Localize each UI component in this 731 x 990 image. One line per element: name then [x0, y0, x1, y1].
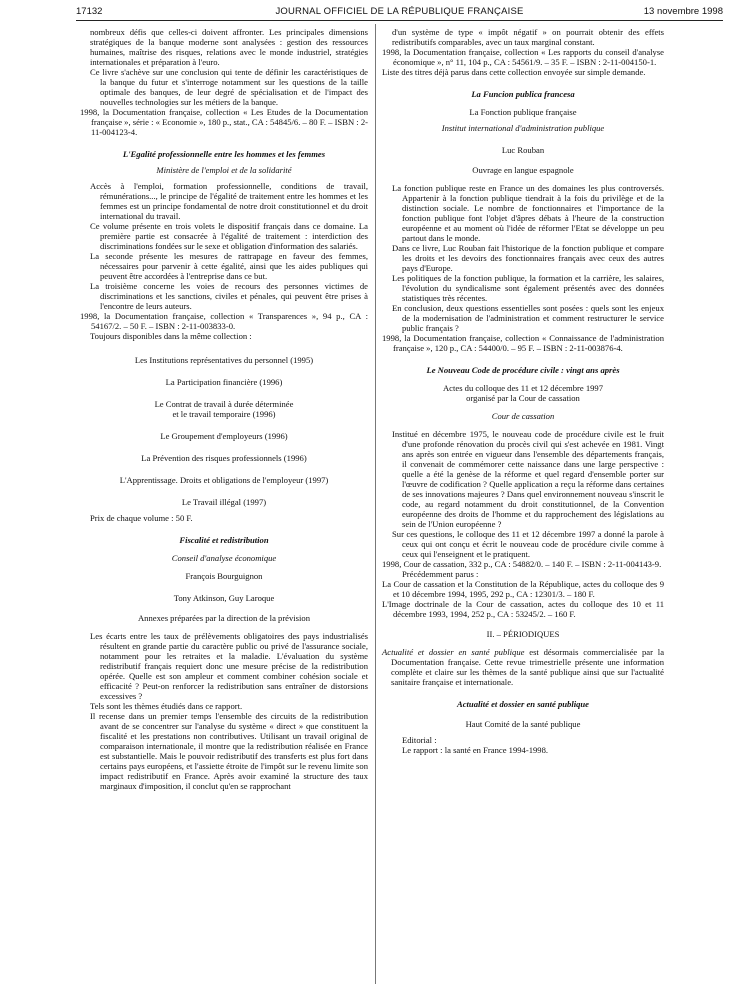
- paragraph: Sur ces questions, le colloque des 11 et 12 décembre 1997 a donné la parole à ceux qui ont conçu et écrit le nouveau code de procédure civile comme à ceux qui l'enseignent et le pratiquent.: [392, 529, 664, 559]
- paragraph: La fonction publique reste en France un des domaines les plus controversés. Appartenir à la fonction publique tiendrait à la fois du privilège et de la distinction sociale. Le nombre de fonctionnaires et l'importance de la fonction publique font l'objet d'âpres débats à l'heure de la construction européenne et au moment où l'idée de réformer l'Etat se développe un peu partout dans le monde.: [392, 183, 664, 243]
- column-divider: [375, 24, 376, 984]
- previous-item: La Cour de cassation et la Constitution de la République, actes du colloque des 9 et 10 décembre 1994, 1995, 292 p., CA : 12301/3. – 180 F.: [382, 579, 664, 599]
- book-author: Luc Rouban: [501, 145, 545, 155]
- issue-date: 13 novembre 1998: [643, 6, 723, 17]
- language-note: Ouvrage en langue espagnole: [472, 165, 574, 175]
- left-column: [80, 27, 368, 791]
- publication-reference: 1998, Cour de cassation, 332 p., CA : 54882/0. – 140 F. – ISBN : 2-11-004143-9.: [382, 559, 662, 569]
- proceedings-line: organisé par la Cour de cassation: [466, 393, 580, 403]
- section-heading: II. – PÉRIODIQUES: [486, 629, 560, 639]
- previous-heading: Précédemment parus :: [402, 569, 479, 579]
- paragraph: Dans ce livre, Luc Rouban fait l'historique de la fonction publique et compare les droits et les devoirs des fonctionnaires français avec ceux des autres pays d'Europe.: [392, 243, 664, 273]
- book-publisher: Institut international d'administration publique: [441, 123, 605, 133]
- paragraph: Il recense dans un premier temps l'ensemble des circuits de la redistribution avant de se concentrer sur l'analyse du système « direct » que constituent la fiscalité et les prestations non contributives. Utilisant un travail original de comparaison internationale, il montre que la redistribution réalisée en France est substantielle. Mais le pouvoir redistributif des transferts est plus fort dans certains pays européens, et l'assiette étroite de l'impôt sur le revenu limite son impact redistributif en France. Après avoir examiné la structure des taux marginaux d'imposition, il conclut qu'en se rapprochant: [90, 711, 368, 791]
- book-publisher: Ministère de l'emploi et de la solidarité: [156, 165, 292, 175]
- paragraph: En conclusion, deux questions essentielles sont posées : quels sont les enjeux de la modernisation de l'administration et comment restructurer le service public français ?: [392, 303, 664, 333]
- publication-reference: 1998, la Documentation française, collection « Les Etudes de la Documentation française », série : « Economie », 180 p., stat., CA : 54845/6. – 80 F. – ISBN : 2-11-004123-4.: [80, 107, 368, 137]
- book-title: La Funcion publica francesa: [471, 89, 575, 99]
- paragraph: Accès à l'emploi, formation professionnelle, conditions de travail, rémunérations..., le principe de l'égalité de traitement entre les hommes et les femmes est un principe fondamental de notre droit constitutionnel et du droit international du travail.: [90, 181, 368, 221]
- book-title: Le Nouveau Code de procédure civile : vingt ans après: [426, 365, 620, 375]
- page-number: 17132: [76, 6, 103, 17]
- book-author: François Bourguignon: [185, 571, 263, 581]
- paragraph: nombreux défis que celles-ci doivent affronter. Les principales dimensions stratégiques de la banque moderne sont analysées : gestion des ressources humaines, maîtrise des risques, relations avec le monde industriel, stratégies internationales et préparation à l'euro.: [90, 27, 368, 67]
- list-note: Liste des titres déjà parus dans cette collection envoyée sur simple demande.: [382, 67, 646, 77]
- list-item: et le travail temporaire (1996): [172, 409, 276, 419]
- paragraph: Ce livre s'achève sur une conclusion qui tente de définir les caractéristiques de la banque du futur et s'interroge notamment sur les questions de la taille optimale des banques, de leur degré de spécialisation et de l'impact des nouvelles technologies sur les métiers de la banque.: [90, 67, 368, 107]
- annex-note: Annexes préparées par la direction de la prévision: [137, 613, 311, 623]
- list-item: Le Contrat de travail à durée déterminée: [154, 399, 294, 409]
- contents-line: Editorial :: [402, 735, 437, 745]
- publication-reference: 1998, la Documentation française, collection « Transparences », 94 p., CA : 54167/2. – 50 F. – ISBN : 2-11-003833-0.: [80, 311, 368, 331]
- periodical-publisher: Haut Comité de la santé publique: [465, 719, 581, 729]
- previous-item: L'Image doctrinale de la Cour de cassation, actes du colloque des 10 et 11 décembre 1993, 1994, 252 p., CA : 53245/2. – 160 F.: [382, 599, 664, 619]
- contents-line: Le rapport : la santé en France 1994-1998.: [402, 745, 549, 755]
- paragraph: La troisième concerne les voies de recours des personnes victimes de discriminations et les sanctions, civiles et pénales, qui peuvent être prises à l'encontre de leurs auteurs.: [90, 281, 368, 311]
- book-title: L'Egalité professionnelle entre les hommes et les femmes: [122, 149, 326, 159]
- book-subtitle: La Fonction publique française: [469, 107, 577, 117]
- price-note: Prix de chaque volume : 50 F.: [90, 513, 193, 523]
- journal-title: JOURNAL OFFICIEL DE LA RÉPUBLIQUE FRANÇAISE: [275, 6, 524, 17]
- availability-note: Toujours disponibles dans la même collection :: [90, 331, 252, 341]
- periodical-title: Actualité et dossier en santé publique: [456, 699, 589, 709]
- book-publisher: Cour de cassation: [491, 411, 555, 421]
- paragraph: La seconde présente les mesures de rattrapage en faveur des femmes, nécessaires pour parvenir à cette égalité, ainsi que les aides publiques qui peuvent être accordées à l'entreprise dans ce but.: [90, 251, 368, 281]
- list-item: L'Apprentissage. Droits et obligations de l'employeur (1997): [119, 475, 329, 485]
- proceedings-line: Actes du colloque des 11 et 12 décembre 1997: [442, 383, 604, 393]
- header-rule: [76, 20, 723, 21]
- book-publisher: Conseil d'analyse économique: [171, 553, 277, 563]
- book-author: Tony Atkinson, Guy Laroque: [173, 593, 275, 603]
- paragraph: [382, 647, 664, 687]
- paragraph: Ce volume présente en trois volets le dispositif français dans ce domaine. La première partie est consacrée à l'égalité de traitement : interdiction des discriminations fondées sur le sexe et obligation d'information des salariés.: [90, 221, 368, 251]
- book-title: Fiscalité et redistribution: [179, 535, 269, 545]
- paragraph-text: est désormais commercialisée par la Documentation française. Cette revue trimestrielle présente une information complète et claire sur les thèmes de la santé publique ainsi que sur l'actualité sanitaire française et internationale.: [391, 647, 665, 687]
- paragraph: Les écarts entre les taux de prélèvements obligatoires des pays industrialisés résultent en grande partie du caractère public ou privé de l'assurance sociale, notamment pour les retraites et la maladie. L'évaluation du système redistributif français requiert donc une mesure précise de la redistribution opérée. Quelle est son ampleur et comment combiner cohésion sociale et efficacité ? Peut-on renforcer la redistribution sans entraîner de distorsions excessives ?: [90, 631, 368, 701]
- paragraph: Tels sont les thèmes étudiés dans ce rapport.: [90, 701, 243, 711]
- list-item: Les Institutions représentatives du personnel (1995): [134, 355, 314, 365]
- page-header: [76, 6, 723, 20]
- publication-reference: 1998, la Documentation française, collection « Connaissance de l'administration française », 120 p., CA : 54400/0. – 95 F. – ISBN : 2-11-003876-4.: [382, 333, 664, 353]
- paragraph: Les politiques de la fonction publique, la formation et la carrière, les salaires, l'évolution du syndicalisme sont également présentés avec des données statistiques très récentes.: [392, 273, 664, 303]
- publication-reference: 1998, la Documentation française, collection « Les rapports du conseil d'analyse économique », n° 11, 104 p., CA : 54561/9. – 35 F. – ISBN : 2-11-004150-1.: [382, 47, 664, 67]
- right-column: [382, 27, 664, 755]
- list-item: La Prévention des risques professionnels (1996): [141, 453, 307, 463]
- paragraph: d'un système de type « impôt négatif » on pourrait obtenir des effets redistributifs comparables, avec un taux marginal constant.: [392, 27, 664, 47]
- list-item: Le Travail illégal (1997): [181, 497, 267, 507]
- paragraph: Institué en décembre 1975, le nouveau code de procédure civile est le fruit d'une profonde rénovation du procès civil qui s'est achevée en 1981. Vingt ans après son entrée en vigueur dans l'ensemble des départements français, il convenait de commémorer cette naissance dans une large perspective : quelle a été la genèse de la réforme et quel regard d'ensemble porter sur l'œuvre de codification ? Quelle application a reçu la réforme dans certaines de ses innovations majeures ? Dans quel environnement nouveau s'inscrit le code, au regard notamment du droit constitutionnel, de la Convention européenne des droits de l'homme et du rapprochement des législations au sein de l'Union européenne ?: [392, 429, 664, 529]
- list-item: La Participation financière (1996): [165, 377, 283, 387]
- list-item: Le Groupement d'employeurs (1996): [160, 431, 288, 441]
- periodical-name: Actualité et dossier en santé publique: [382, 647, 525, 657]
